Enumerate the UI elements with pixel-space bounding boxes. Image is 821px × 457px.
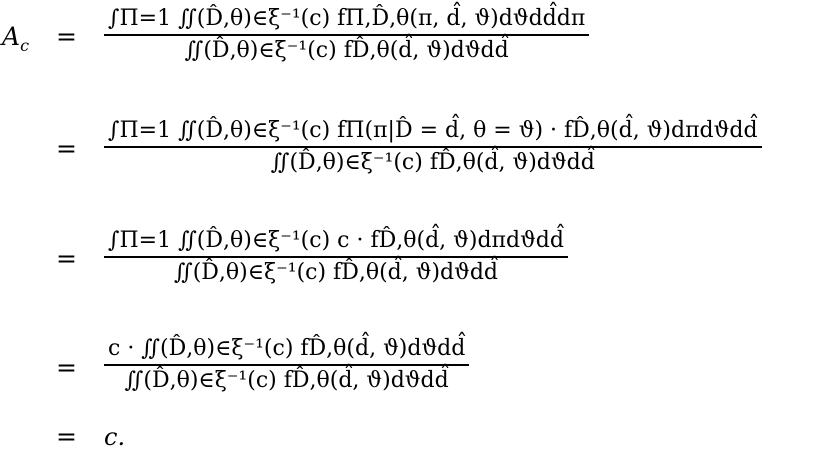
denominator: ∬(D̂,θ)∈ξ⁻¹(c) fD̂,θ(d̂, ϑ)dϑdd̂ [270, 149, 595, 175]
equals-sign: = [56, 22, 77, 51]
equals-sign: = [56, 134, 77, 163]
numerator: ∫Π=1 ∬(D̂,θ)∈ξ⁻¹(c) c · fD̂,θ(d̂, ϑ)dπdϑdd̂ [108, 228, 564, 253]
fraction-step-4 [104, 334, 469, 396]
fraction-step-2 [104, 116, 762, 178]
denominator: ∬(D̂,θ)∈ξ⁻¹(c) fD̂,θ(d̂, ϑ)dϑdd̂ [173, 259, 499, 285]
numerator: ∫Π=1 ∬(D̂,θ)∈ξ⁻¹(c) fΠ(π|D̂ = d̂, θ = ϑ) · fD̂,θ(d̂, ϑ)dπdϑdd̂ [108, 118, 758, 143]
equals-sign: = [56, 244, 77, 273]
numerator: c · ∬(D̂,θ)∈ξ⁻¹(c) fD̂,θ(d̂, ϑ)dϑdd̂ [108, 336, 466, 361]
numerator: ∫Π=1 ∬(D̂,θ)∈ξ⁻¹(c) fΠ,D̂,θ(π, d̂, ϑ)dϑdd̂dπ [108, 6, 586, 31]
equals-sign: = [56, 353, 77, 382]
lhs-expression [2, 22, 29, 55]
denominator: ∬(D̂,θ)∈ξ⁻¹(c) fD̂,θ(d̂, ϑ)dϑdd̂ [184, 37, 509, 63]
fraction-step-1 [104, 4, 589, 66]
equals-sign: = [56, 422, 77, 451]
denominator: ∬(D̂,θ)∈ξ⁻¹(c) fD̂,θ(d̂, ϑ)dϑdd̂ [124, 367, 449, 393]
lhs-symbol: A [2, 22, 21, 51]
final-result: c. [104, 423, 126, 451]
fraction-step-3 [104, 226, 568, 288]
lhs-subscript: c [20, 36, 30, 55]
